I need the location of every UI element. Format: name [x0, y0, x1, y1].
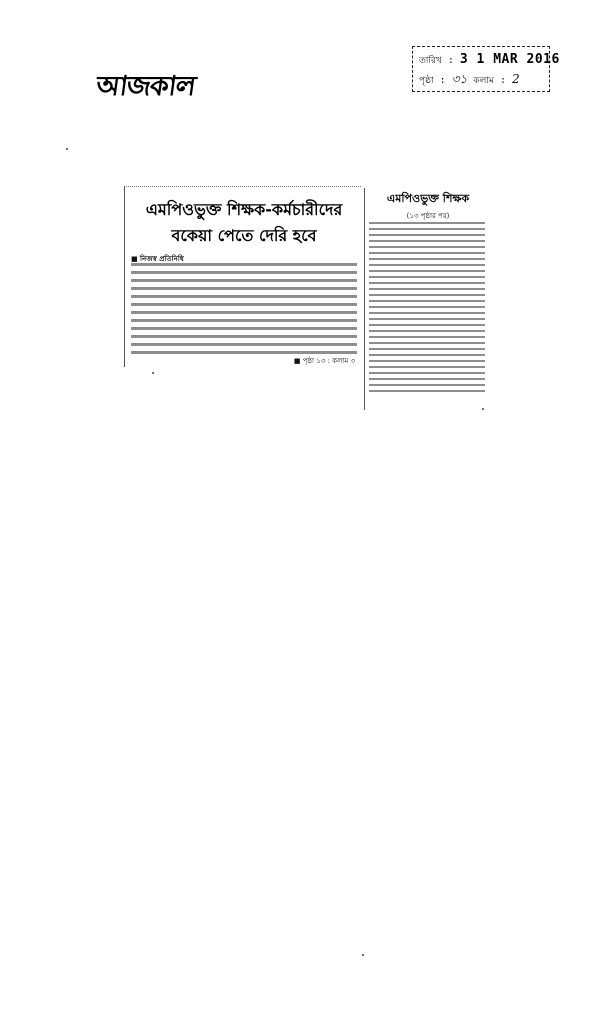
stamp-column-value: 2 — [512, 72, 520, 86]
stamp-page-value: ৩১ — [451, 72, 468, 86]
clipping-byline: ■ নিজস্ব প্রতিনিধি — [131, 255, 184, 263]
clipping-headline-line1: এমপিওভুক্ত শিক্ষক-কর্মচারীদের — [145, 200, 343, 219]
stamp-page-label: পৃষ্ঠা — [419, 76, 434, 86]
clipping-headline — [131, 197, 357, 249]
continuation-subline: (১৩ পৃষ্ঠার পর) — [406, 212, 450, 220]
stamp-date-row: তারিখ : 3 1 MAR 2016 — [419, 52, 560, 67]
scan-speck — [482, 408, 484, 410]
news-clipping-continuation — [364, 188, 489, 410]
clipping-headline-line2: বকেয়া পেতে দেরি হবে — [171, 226, 317, 245]
archive-date-stamp — [412, 46, 560, 92]
newspaper-masthead: আজকাল — [94, 71, 197, 102]
scan-speck — [152, 372, 154, 374]
scan-speck — [66, 148, 68, 150]
scan-speck — [362, 954, 364, 956]
clipping-body-text — [131, 263, 357, 355]
stamp-date-value: 3 1 MAR 2016 — [459, 52, 560, 67]
continuation-body-text — [369, 222, 485, 392]
clipping-continued-note: ■ পৃষ্ঠা ১৩ : কলাম ৩ — [293, 357, 355, 365]
stamp-column-label: কলাম — [473, 76, 494, 86]
news-clipping-main — [124, 186, 361, 367]
continuation-headline: এমপিওভুক্ত শিক্ষক — [386, 192, 470, 205]
stamp-date-label: তারিখ — [419, 56, 442, 66]
stamp-page-row: পৃষ্ঠা : ৩১ কলাম : 2 — [419, 72, 520, 86]
